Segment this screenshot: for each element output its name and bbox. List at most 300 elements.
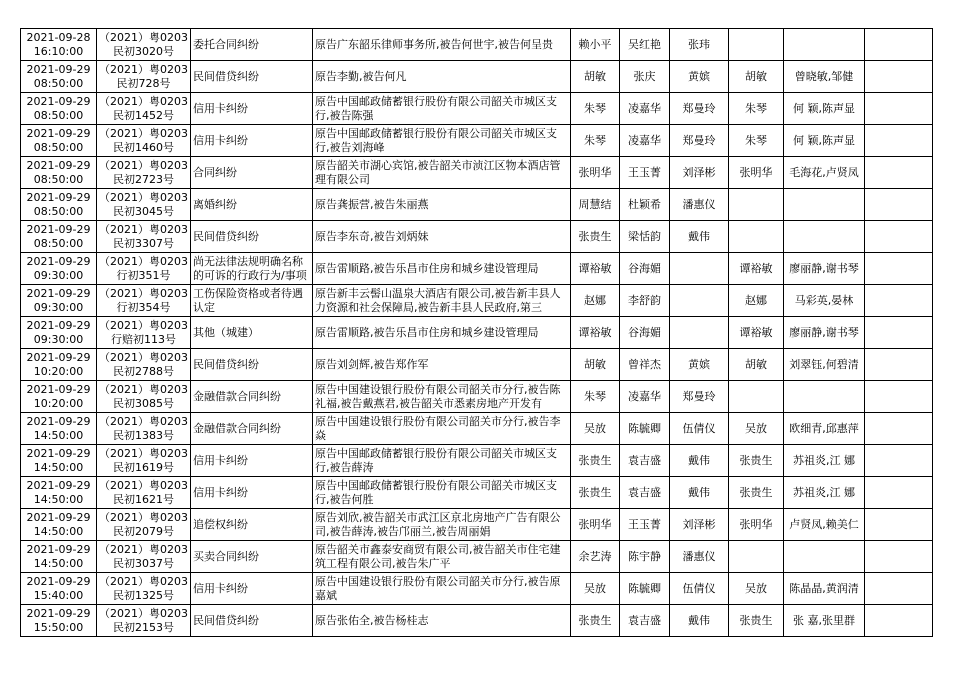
panel-judge-cell: [729, 509, 784, 541]
clerk-cell-content: [622, 550, 667, 564]
parties-cell-content: [315, 198, 568, 212]
clerk-cell-content: [622, 294, 667, 308]
hearing-time-cell-date: 2021-09-29: [26, 286, 91, 300]
clerk-cell: [620, 93, 670, 125]
clerk-cell-p2: 张庆: [633, 69, 656, 83]
clerk-cell-p2: 梁恬韵: [628, 229, 661, 243]
panel-judge-cell-content: [731, 262, 781, 276]
case-number-cell-case_no: 民初3085号: [113, 396, 174, 410]
panel-judge-cell: [729, 477, 784, 509]
case-cause-cell-cause: 信用卡纠纷: [193, 101, 248, 115]
case-cause-cell-cause: 其他（城建）: [193, 325, 259, 339]
jurors-cell: [784, 605, 865, 637]
hearing-time-cell-date: 2021-09-29: [26, 542, 91, 556]
parties-cell-parties: 原告张佑全,被告杨桂志: [315, 613, 429, 627]
table-row: [21, 605, 933, 637]
case-cause-cell-content: [193, 326, 310, 340]
parties-cell-content: [315, 326, 568, 340]
hearing-time-cell-content: [23, 287, 94, 315]
case-cause-cell-content: [193, 230, 310, 244]
hearing-time-cell: [21, 93, 97, 125]
clerk-cell: [620, 157, 670, 189]
case-cause-cell: [191, 61, 313, 93]
case-cause-cell: [191, 509, 313, 541]
case-cause-cell: [191, 413, 313, 445]
hearing-time-cell-time: 15:50:00: [33, 620, 84, 634]
table-row: [21, 253, 933, 285]
case-number-cell: [97, 413, 191, 445]
parties-cell-content: [315, 262, 568, 276]
case-number-cell-case_no: 民初2153号: [113, 620, 174, 634]
case-number-cell-content: [99, 511, 188, 539]
case-cause-cell-cause: 工伤保险资格或者待遇认定: [193, 286, 303, 314]
assistant-cell: [670, 381, 729, 413]
table-row: [21, 29, 933, 61]
assistant-cell-p3: 戴伟: [688, 613, 710, 627]
assistant-cell-p3: 张玮: [688, 37, 710, 51]
presiding-judge-cell-content: [573, 262, 617, 276]
clerk-cell-p2: 谷海媚: [628, 261, 661, 275]
parties-cell: [313, 253, 571, 285]
case-number-cell-case_no: 民初3045号: [113, 204, 174, 218]
assistant-cell-content: [672, 102, 726, 116]
hearing-time-cell-content: [23, 543, 94, 571]
clerk-cell-p2: 曾祥杰: [628, 357, 661, 371]
clerk-cell: [620, 61, 670, 93]
panel-judge-cell-p4: 谭裕敏: [739, 325, 773, 339]
panel-judge-cell: [729, 605, 784, 637]
presiding-judge-cell: [571, 381, 620, 413]
parties-cell-parties: 原告韶关市鑫泰安商贸有限公司,被告韶关市住宅建筑工程有限公司,被告朱广平: [315, 542, 561, 570]
hearing-time-cell-time: 08:50:00: [33, 140, 84, 154]
hearing-time-cell-time: 08:50:00: [33, 236, 84, 250]
case-cause-cell-content: [193, 198, 310, 212]
panel-judge-cell-p4: 朱琴: [745, 133, 767, 147]
extra-cell: [865, 477, 933, 509]
hearing-time-cell: [21, 413, 97, 445]
case-number-cell: [97, 29, 191, 61]
jurors-cell-content: [786, 422, 862, 436]
table-row: [21, 317, 933, 349]
hearing-time-cell-date: 2021-09-29: [26, 606, 91, 620]
extra-cell: [865, 93, 933, 125]
presiding-judge-cell: [571, 349, 620, 381]
case-cause-cell-content: [193, 70, 310, 84]
parties-cell: [313, 317, 571, 349]
panel-judge-cell-p4: 胡敏: [745, 69, 767, 83]
clerk-cell-p2: 陈毓卿: [628, 581, 661, 595]
jurors-cell: [784, 477, 865, 509]
clerk-cell-content: [622, 454, 667, 468]
case-cause-cell: [191, 317, 313, 349]
hearing-time-cell-time: 09:30:00: [33, 268, 84, 282]
hearing-time-cell: [21, 349, 97, 381]
presiding-judge-cell-p1: 吴放: [584, 421, 606, 435]
table-row: [21, 509, 933, 541]
presiding-judge-cell-content: [573, 198, 617, 212]
case-number-cell-case_no: 民初2788号: [113, 364, 174, 378]
case-number-cell-case_no: 行初351号: [116, 268, 171, 282]
assistant-cell: [670, 477, 729, 509]
case-number-cell-content: [99, 191, 188, 219]
parties-cell-content: [315, 543, 568, 571]
presiding-judge-cell: [571, 93, 620, 125]
presiding-judge-cell: [571, 317, 620, 349]
case-cause-cell-content: [193, 38, 310, 52]
hearing-time-cell: [21, 61, 97, 93]
assistant-cell-content: [672, 486, 726, 500]
parties-cell-content: [315, 70, 568, 84]
assistant-cell: [670, 189, 729, 221]
case-cause-cell-cause: 信用卡纠纷: [193, 453, 248, 467]
panel-judge-cell-content: [731, 358, 781, 372]
presiding-judge-cell-content: [573, 134, 617, 148]
hearing-time-cell-content: [23, 415, 94, 443]
assistant-cell-content: [672, 550, 726, 564]
case-number-cell-case_no: 行初354号: [116, 300, 171, 314]
hearing-time-cell-date: 2021-09-29: [26, 478, 91, 492]
presiding-judge-cell-p1: 周慧结: [578, 197, 612, 211]
case-number-cell: [97, 445, 191, 477]
presiding-judge-cell-p1: 谭裕敏: [578, 325, 612, 339]
case-cause-cell-cause: 民间借贷纠纷: [193, 613, 259, 627]
panel-judge-cell: [729, 61, 784, 93]
clerk-cell-content: [622, 614, 667, 628]
presiding-judge-cell: [571, 605, 620, 637]
clerk-cell-content: [622, 422, 667, 436]
case-number-cell-case_year: （2021）粤0203: [99, 606, 188, 620]
hearing-time-cell-content: [23, 95, 94, 123]
hearing-time-cell-date: 2021-09-29: [26, 158, 91, 172]
parties-cell-parties: 原告刘剑辉,被告郑作军: [315, 357, 429, 371]
clerk-cell: [620, 253, 670, 285]
case-cause-cell: [191, 29, 313, 61]
case-number-cell-case_year: （2021）粤0203: [99, 286, 188, 300]
presiding-judge-cell-content: [573, 358, 617, 372]
case-number-cell: [97, 573, 191, 605]
parties-cell-content: [315, 287, 568, 315]
hearing-time-cell: [21, 157, 97, 189]
case-number-cell-case_year: （2021）粤0203: [99, 542, 188, 556]
case-number-cell-case_year: （2021）粤0203: [99, 190, 188, 204]
panel-judge-cell-content: [731, 422, 781, 436]
hearing-time-cell: [21, 125, 97, 157]
jurors-cell-content: [786, 358, 862, 372]
assistant-cell-content: [672, 134, 726, 148]
presiding-judge-cell-p1: 张贵生: [578, 613, 612, 627]
parties-cell-content: [315, 575, 568, 603]
case-number-cell-case_year: （2021）粤0203: [99, 446, 188, 460]
panel-judge-cell-p4: 吴放: [745, 421, 767, 435]
case-number-cell-content: [99, 383, 188, 411]
parties-cell: [313, 509, 571, 541]
parties-cell-parties: 原告雷顺路,被告乐昌市住房和城乡建设管理局: [315, 325, 539, 339]
jurors-cell-content: [786, 102, 862, 116]
jurors-cell-content: [786, 166, 862, 180]
hearing-time-cell-date: 2021-09-29: [26, 382, 91, 396]
jurors-cell-p5: 苏祖炎,江 娜: [793, 485, 855, 499]
case-number-cell-case_year: （2021）粤0203: [99, 254, 188, 268]
case-number-cell-content: [99, 351, 188, 379]
hearing-time-cell-time: 09:30:00: [33, 300, 84, 314]
case-number-cell-content: [99, 287, 188, 315]
clerk-cell: [620, 285, 670, 317]
table-row: [21, 93, 933, 125]
parties-cell-parties: 原告龚振营,被告朱丽燕: [315, 197, 429, 211]
assistant-cell-p3: 郑曼玲: [682, 101, 716, 115]
presiding-judge-cell-p1: 余艺涛: [578, 549, 612, 563]
panel-judge-cell: [729, 349, 784, 381]
panel-judge-cell-content: [731, 486, 781, 500]
clerk-cell-content: [622, 486, 667, 500]
presiding-judge-cell-content: [573, 518, 617, 532]
panel-judge-cell-content: [731, 70, 781, 84]
clerk-cell: [620, 509, 670, 541]
extra-cell: [865, 413, 933, 445]
case-cause-cell: [191, 349, 313, 381]
clerk-cell-p2: 王玉菁: [628, 165, 661, 179]
clerk-cell-p2: 袁吉盛: [628, 485, 661, 499]
parties-cell: [313, 125, 571, 157]
case-cause-cell: [191, 541, 313, 573]
parties-cell-parties: 原告中国建设银行股份有限公司韶关市分行,被告陈礼福,被告戴燕君,被告韶关市悉素房地产开发有: [315, 382, 561, 410]
clerk-cell-p2: 袁吉盛: [628, 453, 661, 467]
presiding-judge-cell: [571, 445, 620, 477]
case-cause-cell: [191, 221, 313, 253]
parties-cell: [313, 445, 571, 477]
panel-judge-cell: [729, 381, 784, 413]
presiding-judge-cell-p1: 胡敏: [584, 69, 606, 83]
panel-judge-cell-p4: 胡敏: [745, 357, 767, 371]
case-cause-cell-cause: 信用卡纠纷: [193, 133, 248, 147]
case-cause-cell-cause: 金融借款合同纠纷: [193, 389, 281, 403]
hearing-time-cell-date: 2021-09-29: [26, 190, 91, 204]
hearing-time-cell: [21, 285, 97, 317]
assistant-cell: [670, 157, 729, 189]
hearing-time-cell-date: 2021-09-29: [26, 62, 91, 76]
panel-judge-cell: [729, 317, 784, 349]
parties-cell-parties: 原告刘欣,被告韶关市武江区京北房地产广告有限公司,被告薛涛,被告邝丽兰,被告周丽娟: [315, 510, 561, 538]
presiding-judge-cell: [571, 573, 620, 605]
panel-judge-cell: [729, 253, 784, 285]
extra-cell: [865, 317, 933, 349]
parties-cell-parties: 原告李东奇,被告刘炳妹: [315, 229, 429, 243]
parties-cell-content: [315, 95, 568, 123]
case-number-cell-content: [99, 319, 188, 347]
panel-judge-cell: [729, 573, 784, 605]
case-cause-cell-content: [193, 102, 310, 116]
table-row: [21, 477, 933, 509]
presiding-judge-cell-p1: 胡敏: [584, 357, 606, 371]
clerk-cell-p2: 陈毓卿: [628, 421, 661, 435]
case-cause-cell-content: [193, 166, 310, 180]
panel-judge-cell: [729, 93, 784, 125]
case-number-cell-case_no: 民初1621号: [113, 492, 174, 506]
case-number-cell-case_year: （2021）粤0203: [99, 510, 188, 524]
case-number-cell: [97, 189, 191, 221]
parties-cell: [313, 413, 571, 445]
schedule-body: [21, 29, 933, 637]
case-number-cell-case_no: 民初3307号: [113, 236, 174, 250]
hearing-time-cell: [21, 29, 97, 61]
jurors-cell: [784, 541, 865, 573]
case-cause-cell-cause: 民间借贷纠纷: [193, 229, 259, 243]
parties-cell-content: [315, 383, 568, 411]
case-cause-cell: [191, 93, 313, 125]
jurors-cell: [784, 221, 865, 253]
case-number-cell-case_no: 民初2079号: [113, 524, 174, 538]
jurors-cell: [784, 285, 865, 317]
assistant-cell-p3: 刘泽彬: [682, 517, 716, 531]
case-number-cell-case_no: 民初1619号: [113, 460, 174, 474]
jurors-cell: [784, 253, 865, 285]
hearing-time-cell-content: [23, 447, 94, 475]
hearing-time-cell-date: 2021-09-29: [26, 318, 91, 332]
case-number-cell-content: [99, 159, 188, 187]
case-cause-cell-content: [193, 287, 310, 315]
assistant-cell-p3: 潘惠仪: [682, 549, 716, 563]
case-cause-cell-cause: 尚无法律法规明确名称的可诉的行政行为/事项: [193, 254, 307, 282]
jurors-cell-p5: 苏祖炎,江 娜: [793, 453, 855, 467]
assistant-cell: [670, 253, 729, 285]
table-row: [21, 445, 933, 477]
jurors-cell-content: [786, 70, 862, 84]
assistant-cell-p3: 戴伟: [688, 229, 710, 243]
presiding-judge-cell-p1: 赵娜: [584, 293, 606, 307]
presiding-judge-cell: [571, 29, 620, 61]
hearing-time-cell-time: 08:50:00: [33, 108, 84, 122]
clerk-cell-p2: 凌嘉华: [628, 101, 661, 115]
case-number-cell-case_year: （2021）粤0203: [99, 62, 188, 76]
hearing-time-cell: [21, 253, 97, 285]
panel-judge-cell-p4: 吴放: [745, 581, 767, 595]
parties-cell-content: [315, 614, 568, 628]
clerk-cell-content: [622, 198, 667, 212]
jurors-cell-content: [786, 262, 862, 276]
case-number-cell-content: [99, 447, 188, 475]
case-number-cell-content: [99, 63, 188, 91]
clerk-cell-p2: 凌嘉华: [628, 389, 661, 403]
panel-judge-cell-content: [731, 582, 781, 596]
clerk-cell-content: [622, 134, 667, 148]
case-number-cell: [97, 349, 191, 381]
case-number-cell-case_no: 民初728号: [116, 76, 171, 90]
case-number-cell-case_no: 民初2723号: [113, 172, 174, 186]
jurors-cell-p5: 廖丽静,谢书琴: [789, 261, 859, 275]
assistant-cell-content: [672, 70, 726, 84]
clerk-cell: [620, 477, 670, 509]
case-cause-cell: [191, 189, 313, 221]
case-cause-cell-content: [193, 614, 310, 628]
case-cause-cell-content: [193, 550, 310, 564]
jurors-cell: [784, 29, 865, 61]
jurors-cell-p5: 陈晶晶,黄润清: [789, 581, 859, 595]
assistant-cell-content: [672, 454, 726, 468]
parties-cell: [313, 157, 571, 189]
presiding-judge-cell-content: [573, 550, 617, 564]
case-number-cell: [97, 381, 191, 413]
jurors-cell-content: [786, 486, 862, 500]
clerk-cell-content: [622, 262, 667, 276]
parties-cell-parties: 原告韶关市湖心宾馆,被告韶关市浈江区物本酒店管理有限公司: [315, 158, 561, 186]
case-cause-cell-content: [193, 486, 310, 500]
case-cause-cell: [191, 157, 313, 189]
hearing-time-cell-content: [23, 575, 94, 603]
case-cause-cell: [191, 605, 313, 637]
presiding-judge-cell-content: [573, 102, 617, 116]
assistant-cell-content: [672, 422, 726, 436]
clerk-cell-content: [622, 38, 667, 52]
case-cause-cell: [191, 125, 313, 157]
assistant-cell: [670, 349, 729, 381]
presiding-judge-cell-p1: 张贵生: [578, 485, 612, 499]
presiding-judge-cell-p1: 赖小平: [578, 37, 612, 51]
clerk-cell-content: [622, 166, 667, 180]
presiding-judge-cell-content: [573, 70, 617, 84]
hearing-time-cell-date: 2021-09-29: [26, 414, 91, 428]
case-cause-cell-content: [193, 454, 310, 468]
parties-cell: [313, 541, 571, 573]
hearing-time-cell-content: [23, 223, 94, 251]
hearing-time-cell-date: 2021-09-29: [26, 510, 91, 524]
assistant-cell-content: [672, 198, 726, 212]
clerk-cell-content: [622, 326, 667, 340]
parties-cell-content: [315, 127, 568, 155]
parties-cell: [313, 61, 571, 93]
panel-judge-cell-content: [731, 614, 781, 628]
parties-cell-content: [315, 38, 568, 52]
hearing-time-cell: [21, 445, 97, 477]
jurors-cell: [784, 413, 865, 445]
jurors-cell-content: [786, 518, 862, 532]
presiding-judge-cell-content: [573, 294, 617, 308]
clerk-cell: [620, 317, 670, 349]
presiding-judge-cell: [571, 509, 620, 541]
hearing-time-cell: [21, 573, 97, 605]
hearing-time-cell-date: 2021-09-29: [26, 94, 91, 108]
clerk-cell: [620, 413, 670, 445]
hearing-time-cell-date: 2021-09-29: [26, 222, 91, 236]
presiding-judge-cell-content: [573, 454, 617, 468]
case-number-cell-case_year: （2021）粤0203: [99, 414, 188, 428]
assistant-cell: [670, 573, 729, 605]
jurors-cell-content: [786, 614, 862, 628]
hearing-time-cell-content: [23, 159, 94, 187]
parties-cell-parties: 原告广东韶乐律师事务所,被告何世宇,被告何呈贵: [315, 37, 553, 51]
assistant-cell: [670, 93, 729, 125]
hearing-time-cell-content: [23, 255, 94, 283]
case-number-cell-case_no: 民初1460号: [113, 140, 174, 154]
extra-cell: [865, 285, 933, 317]
case-cause-cell: [191, 477, 313, 509]
case-cause-cell-cause: 委托合同纠纷: [193, 37, 259, 51]
hearing-time-cell: [21, 477, 97, 509]
clerk-cell-p2: 王玉菁: [628, 517, 661, 531]
panel-judge-cell: [729, 157, 784, 189]
case-cause-cell: [191, 381, 313, 413]
hearing-time-cell-date: 2021-09-29: [26, 350, 91, 364]
case-number-cell-content: [99, 415, 188, 443]
case-number-cell-case_no: 民初3037号: [113, 556, 174, 570]
case-number-cell-case_no: 行赔初113号: [111, 332, 176, 346]
case-cause-cell-cause: 买卖合同纠纷: [193, 549, 259, 563]
panel-judge-cell-p4: 朱琴: [745, 101, 767, 115]
clerk-cell: [620, 29, 670, 61]
clerk-cell: [620, 349, 670, 381]
extra-cell: [865, 125, 933, 157]
presiding-judge-cell-content: [573, 38, 617, 52]
case-number-cell: [97, 317, 191, 349]
